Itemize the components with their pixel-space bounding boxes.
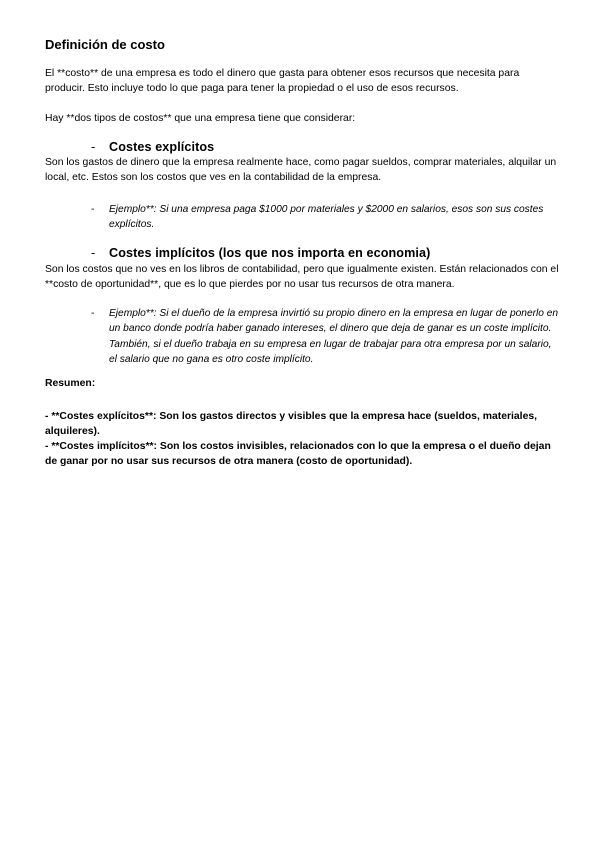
explicit-costs-paragraph: Son los gastos de dinero que la empresa realmente hace, como pagar sueldos, comprar materiales, alquilar un local, etc. Estos son los costos que ves en la contabilidad de la empresa. — [45, 157, 557, 184]
implicit-example-bullet — [91, 306, 561, 368]
heading-explicit-costs — [91, 140, 214, 154]
intro-paragraph: El **costo** de una empresa es todo el dinero que gasta para obtener esos recursos que necesita para producir. Esto incluye todo lo que paga para tener la propiedad o el uso de esos recursos. — [45, 68, 520, 95]
bullet-dash: - — [91, 204, 95, 215]
summary-item-explicit: - **Costes explícitos**: Son los gastos directos y visibles que la empresa hace (sueldos, materiales, alquileres). — [45, 411, 538, 438]
explicit-example-bullet — [91, 202, 561, 233]
heading-implicit-costs — [91, 246, 430, 260]
document-title: Definición de costo — [45, 37, 165, 52]
implicit-costs-paragraph: Son los costos que no ves en los libros de contabilidad, pero que igualmente existen. Están relacionados con el **costo de oportunidad**, que es lo que pierdes por no usar tus recursos de otra manera. — [45, 264, 559, 291]
heading-dash: - — [91, 140, 96, 154]
bullet-dash: - — [91, 308, 95, 319]
implicit-example-text: Ejemplo**: Si el dueño de la empresa invirtió su propio dinero en la empresa en lugar de ponerlo en un banco donde podría haber ganado intereses, el dinero que deja de ganar es un coste implícito. También, si el dueño trabaja en su empresa en lugar de trabajar para otra empresa por un salario, el salario que no gana es otro coste implícito. — [109, 308, 559, 366]
summary-item-implicit: - **Costes implícitos**: Son los costos invisibles, relacionados con lo que la empresa o el dueño dejan de ganar por no usar sus recursos de otra manera (costo de oportunidad). — [45, 441, 551, 468]
heading-implicit-label: Costes implícitos (los que nos importa en economia) — [109, 246, 431, 260]
types-intro-paragraph: Hay **dos tipos de costos** que una empresa tiene que considerar: — [45, 113, 356, 124]
summary-title: Resumen: — [45, 378, 96, 389]
heading-explicit-label: Costes explícitos — [109, 140, 215, 154]
heading-dash: - — [91, 246, 96, 260]
explicit-example-text: Ejemplo**: Si una empresa paga $1000 por materiales y $2000 en salarios, esos son sus costes explícitos. — [109, 204, 544, 231]
